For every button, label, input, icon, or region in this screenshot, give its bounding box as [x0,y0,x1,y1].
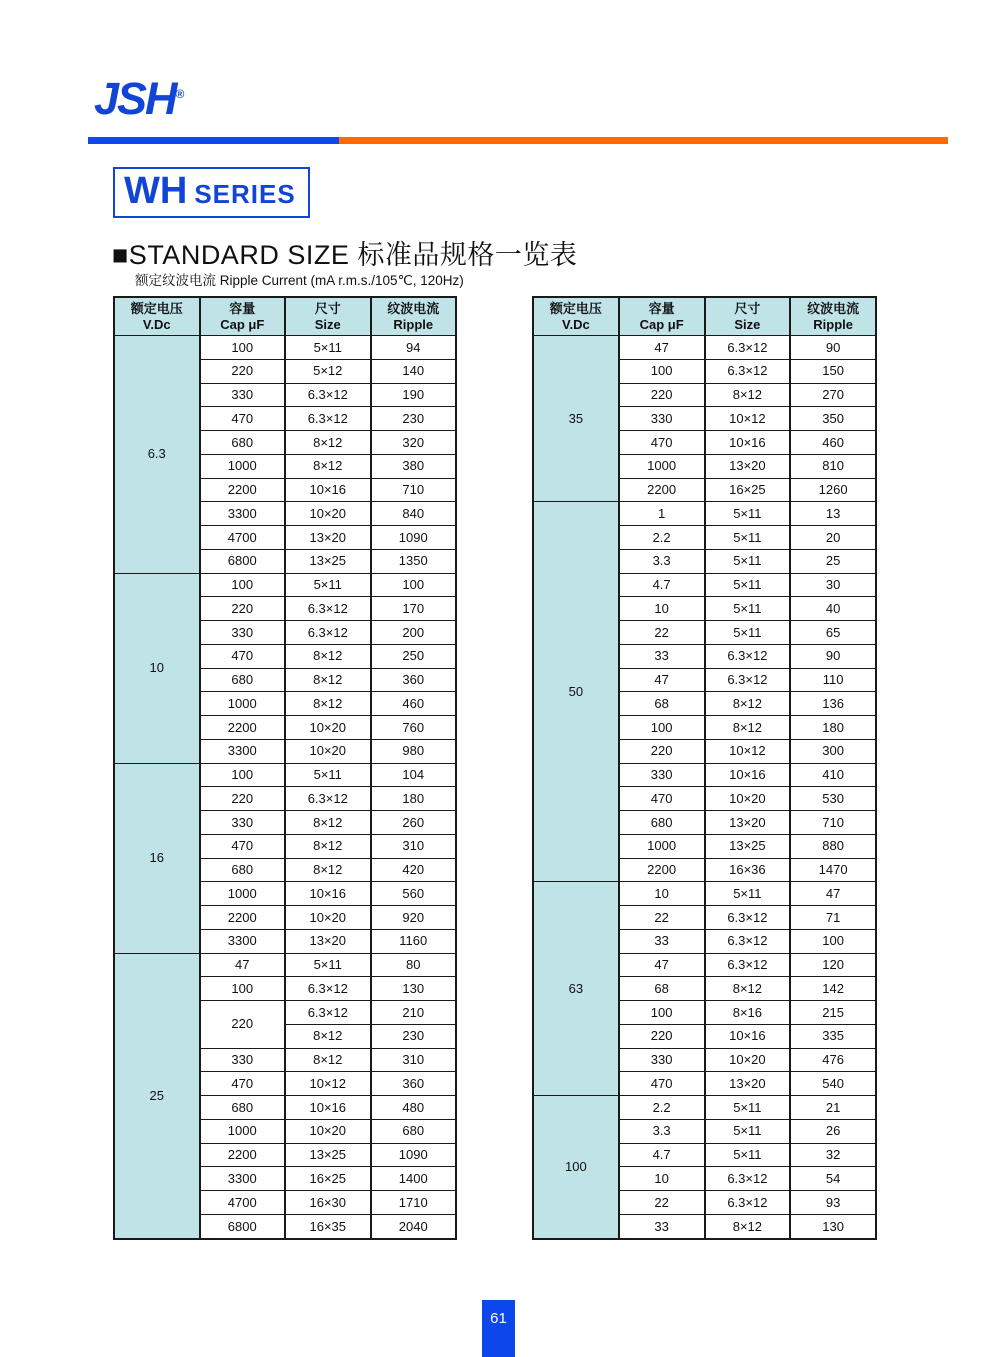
ripple-cell: 1260 [790,478,876,502]
ripple-cell: 100 [371,573,457,597]
capacitance-cell: 330 [200,383,286,407]
column-header-ripple: 纹波电流 Ripple [790,297,876,336]
series-title-box [113,167,310,218]
column-header-voltage: 额定电压 V.Dc [533,297,619,336]
capacitance-cell: 470 [200,407,286,431]
capacitance-cell: 470 [619,787,705,811]
voltage-cell: 50 [533,502,619,882]
capacitance-cell: 220 [619,739,705,763]
size-cell: 5×11 [705,1119,791,1143]
size-cell: 6.3×12 [705,644,791,668]
size-cell: 6.3×12 [285,621,371,645]
size-cell: 6.3×12 [705,906,791,930]
size-cell: 13×20 [705,1072,791,1096]
size-cell: 6.3×12 [285,597,371,621]
ripple-cell: 710 [790,811,876,835]
ripple-cell: 190 [371,383,457,407]
ripple-cell: 215 [790,1001,876,1025]
size-cell: 13×20 [705,811,791,835]
capacitance-cell: 100 [200,573,286,597]
ripple-cell: 230 [371,407,457,431]
ripple-cell: 680 [371,1119,457,1143]
ripple-cell: 810 [790,454,876,478]
series-title-main: WH [124,170,188,212]
capacitance-cell: 100 [619,359,705,383]
size-cell: 10×12 [705,407,791,431]
series-title-sub: SERIES [194,179,296,209]
capacitance-cell: 330 [619,763,705,787]
ripple-cell: 180 [790,716,876,740]
capacitance-cell: 330 [200,1048,286,1072]
size-cell: 8×12 [705,383,791,407]
ripple-cell: 130 [371,977,457,1001]
table-row [533,336,876,360]
capacitance-cell: 10 [619,882,705,906]
size-cell: 8×12 [705,716,791,740]
size-cell: 6.3×12 [705,1191,791,1215]
size-cell: 10×16 [705,431,791,455]
capacitance-cell: 100 [619,716,705,740]
ripple-cell: 410 [790,763,876,787]
size-cell: 10×20 [285,502,371,526]
ripple-cell: 130 [790,1214,876,1239]
capacitance-cell: 100 [619,1001,705,1025]
ripple-cell: 540 [790,1072,876,1096]
table-row [533,502,876,526]
ripple-cell: 260 [371,811,457,835]
size-cell: 5×11 [705,526,791,550]
capacitance-cell: 470 [619,1072,705,1096]
ripple-cell: 1350 [371,549,457,573]
ripple-cell: 90 [790,336,876,360]
size-cell: 8×12 [705,1214,791,1239]
size-cell: 6.3×12 [285,383,371,407]
capacitance-cell: 4.7 [619,1143,705,1167]
size-cell: 13×25 [285,549,371,573]
ripple-cell: 93 [790,1191,876,1215]
capacitance-cell: 470 [619,431,705,455]
ripple-cell: 32 [790,1143,876,1167]
capacitance-cell: 2200 [200,1143,286,1167]
capacitance-cell: 3300 [200,929,286,953]
size-cell: 8×12 [285,454,371,478]
column-header-ripple: 纹波电流 Ripple [371,297,457,336]
size-cell: 8×12 [285,858,371,882]
size-cell: 8×12 [285,1024,371,1048]
capacitance-cell: 470 [200,1072,286,1096]
capacitance-cell: 100 [200,336,286,360]
capacitance-cell: 2.2 [619,526,705,550]
ripple-cell: 1470 [790,858,876,882]
voltage-cell: 16 [114,763,200,953]
ripple-cell: 380 [371,454,457,478]
capacitance-cell: 6800 [200,549,286,573]
column-header-cap: 容量 Cap μF [200,297,286,336]
ripple-cell: 1090 [371,1143,457,1167]
size-cell: 6.3×12 [285,1001,371,1025]
capacitance-cell: 3300 [200,502,286,526]
divider-orange-segment [339,137,948,144]
ripple-cell: 2040 [371,1214,457,1239]
capacitance-cell: 680 [200,1096,286,1120]
capacitance-cell: 47 [619,336,705,360]
size-cell: 8×12 [285,668,371,692]
capacitance-cell: 330 [619,407,705,431]
ripple-cell: 335 [790,1024,876,1048]
ripple-cell: 94 [371,336,457,360]
ripple-cell: 350 [790,407,876,431]
size-cell: 10×12 [285,1072,371,1096]
capacitance-cell: 4700 [200,1191,286,1215]
standard-size-table-left [113,296,457,1240]
size-cell: 13×25 [285,1143,371,1167]
header-row [533,297,876,336]
ripple-cell: 480 [371,1096,457,1120]
column-header-voltage: 额定电压 V.Dc [114,297,200,336]
capacitance-cell: 10 [619,1167,705,1191]
size-cell: 6.3×12 [705,953,791,977]
ripple-cell: 310 [371,834,457,858]
capacitance-cell: 100 [200,763,286,787]
size-cell: 5×11 [705,549,791,573]
capacitance-cell: 22 [619,621,705,645]
size-cell: 5×11 [705,1096,791,1120]
page-title: ■STANDARD SIZE 标准品规格一览表 [112,240,578,270]
ripple-cell: 80 [371,953,457,977]
ripple-cell: 1160 [371,929,457,953]
ripple-cell: 71 [790,906,876,930]
capacitance-cell: 220 [200,597,286,621]
capacitance-cell: 4700 [200,526,286,550]
ripple-current-note: 额定纹波电流 Ripple Current (mA r.m.s./105℃, 120Hz) [135,273,464,288]
size-cell: 5×11 [285,953,371,977]
size-cell: 10×20 [285,716,371,740]
capacitance-cell: 6800 [200,1214,286,1239]
page-number: 61 [490,1310,507,1327]
size-cell: 6.3×12 [285,407,371,431]
ripple-cell: 21 [790,1096,876,1120]
ripple-cell: 110 [790,668,876,692]
ripple-cell: 90 [790,644,876,668]
table-row [114,573,456,597]
ripple-cell: 250 [371,644,457,668]
ripple-cell: 320 [371,431,457,455]
size-cell: 16×25 [285,1167,371,1191]
capacitance-cell: 3.3 [619,1119,705,1143]
capacitance-cell: 3300 [200,1167,286,1191]
size-cell: 10×16 [285,882,371,906]
page-number-badge [482,1300,515,1357]
table-row [533,1096,876,1120]
ripple-cell: 54 [790,1167,876,1191]
size-cell: 10×16 [285,478,371,502]
ripple-cell: 460 [790,431,876,455]
capacitance-cell: 47 [200,953,286,977]
column-header-size: 尺寸 Size [705,297,791,336]
ripple-cell: 140 [371,359,457,383]
voltage-cell: 6.3 [114,336,200,574]
ripple-cell: 100 [790,929,876,953]
size-cell: 5×11 [705,1143,791,1167]
capacitance-cell: 220 [200,787,286,811]
capacitance-cell: 470 [200,834,286,858]
capacitance-cell: 470 [200,644,286,668]
capacitance-cell: 33 [619,644,705,668]
size-cell: 5×11 [285,336,371,360]
size-cell: 5×11 [705,621,791,645]
size-cell: 6.3×12 [285,977,371,1001]
ripple-cell: 360 [371,668,457,692]
ripple-cell: 840 [371,502,457,526]
capacitance-cell: 330 [200,621,286,645]
size-cell: 6.3×12 [705,336,791,360]
ripple-cell: 65 [790,621,876,645]
table-row [114,953,456,977]
capacitance-cell: 220 [619,1024,705,1048]
size-cell: 10×20 [705,787,791,811]
size-cell: 10×16 [705,1024,791,1048]
capacitance-cell: 33 [619,1214,705,1239]
size-cell: 5×11 [705,597,791,621]
ripple-cell: 25 [790,549,876,573]
ripple-cell: 30 [790,573,876,597]
capacitance-cell: 33 [619,929,705,953]
size-cell: 10×12 [705,739,791,763]
size-cell: 8×12 [285,431,371,455]
ripple-cell: 200 [371,621,457,645]
size-cell: 5×12 [285,359,371,383]
capacitance-cell: 2200 [200,906,286,930]
ripple-cell: 150 [790,359,876,383]
capacitance-cell: 4.7 [619,573,705,597]
registered-trademark-symbol: ® [175,87,185,101]
size-cell: 6.3×12 [705,668,791,692]
capacitance-cell: 10 [619,597,705,621]
capacitance-cell: 2200 [619,858,705,882]
capacitance-cell: 1000 [200,454,286,478]
ripple-cell: 270 [790,383,876,407]
size-cell: 8×12 [285,811,371,835]
ripple-cell: 1090 [371,526,457,550]
capacitance-cell: 680 [200,431,286,455]
size-cell: 6.3×12 [705,1167,791,1191]
ripple-cell: 420 [371,858,457,882]
ripple-cell: 300 [790,739,876,763]
capacitance-cell: 22 [619,1191,705,1215]
ripple-cell: 26 [790,1119,876,1143]
size-cell: 13×20 [285,929,371,953]
table-row [114,763,456,787]
table-row [114,336,456,360]
capacitance-cell: 47 [619,668,705,692]
size-cell: 10×20 [705,1048,791,1072]
ripple-cell: 360 [371,1072,457,1096]
capacitance-cell: 1000 [619,454,705,478]
voltage-cell: 10 [114,573,200,763]
size-cell: 8×12 [705,692,791,716]
size-cell: 6.3×12 [705,929,791,953]
ripple-cell: 142 [790,977,876,1001]
ripple-cell: 560 [371,882,457,906]
size-cell: 8×16 [705,1001,791,1025]
capacitance-cell: 220 [200,1001,286,1049]
ripple-cell: 760 [371,716,457,740]
ripple-cell: 230 [371,1024,457,1048]
capacitance-cell: 47 [619,953,705,977]
table-row [533,882,876,906]
ripple-cell: 880 [790,834,876,858]
capacitance-cell: 22 [619,906,705,930]
ripple-cell: 180 [371,787,457,811]
capacitance-cell: 680 [619,811,705,835]
capacitance-cell: 100 [200,977,286,1001]
capacitance-cell: 68 [619,692,705,716]
size-cell: 16×30 [285,1191,371,1215]
voltage-cell: 25 [114,953,200,1239]
ripple-cell: 1710 [371,1191,457,1215]
capacitance-cell: 330 [200,811,286,835]
voltage-cell: 63 [533,882,619,1096]
ripple-cell: 40 [790,597,876,621]
ripple-cell: 170 [371,597,457,621]
ripple-cell: 980 [371,739,457,763]
size-cell: 8×12 [285,834,371,858]
ripple-cell: 310 [371,1048,457,1072]
capacitance-cell: 330 [619,1048,705,1072]
size-cell: 5×11 [705,573,791,597]
size-cell: 10×20 [285,1119,371,1143]
size-cell: 8×12 [285,644,371,668]
capacitance-cell: 68 [619,977,705,1001]
size-cell: 10×16 [285,1096,371,1120]
size-cell: 8×12 [285,1048,371,1072]
ripple-cell: 47 [790,882,876,906]
capacitance-cell: 2.2 [619,1096,705,1120]
size-cell: 16×36 [705,858,791,882]
ripple-cell: 710 [371,478,457,502]
column-header-cap: 容量 Cap μF [619,297,705,336]
capacitance-cell: 3300 [200,739,286,763]
size-cell: 5×11 [705,502,791,526]
ripple-cell: 13 [790,502,876,526]
capacitance-cell: 1 [619,502,705,526]
size-cell: 16×35 [285,1214,371,1239]
size-cell: 5×11 [285,763,371,787]
size-cell: 8×12 [285,692,371,716]
ripple-cell: 210 [371,1001,457,1025]
size-cell: 5×11 [705,882,791,906]
size-cell: 13×20 [705,454,791,478]
size-cell: 5×11 [285,573,371,597]
voltage-cell: 100 [533,1096,619,1240]
ripple-cell: 460 [371,692,457,716]
size-cell: 6.3×12 [285,787,371,811]
ripple-cell: 120 [790,953,876,977]
ripple-cell: 136 [790,692,876,716]
capacitance-cell: 2200 [200,716,286,740]
size-cell: 10×20 [285,906,371,930]
size-cell: 16×25 [705,478,791,502]
ripple-cell: 476 [790,1048,876,1072]
jsh-logo [94,73,185,124]
size-cell: 10×16 [705,763,791,787]
capacitance-cell: 220 [619,383,705,407]
size-cell: 8×12 [705,977,791,1001]
ripple-cell: 1400 [371,1167,457,1191]
size-cell: 13×25 [705,834,791,858]
voltage-cell: 35 [533,336,619,502]
ripple-cell: 530 [790,787,876,811]
size-cell: 10×20 [285,739,371,763]
capacitance-cell: 2200 [619,478,705,502]
capacitance-cell: 680 [200,668,286,692]
size-cell: 6.3×12 [705,359,791,383]
column-header-size: 尺寸 Size [285,297,371,336]
jsh-logo-text: JSH [94,73,176,124]
capacitance-cell: 2200 [200,478,286,502]
capacitance-cell: 1000 [619,834,705,858]
capacitance-cell: 680 [200,858,286,882]
capacitance-cell: 1000 [200,882,286,906]
header-row [114,297,456,336]
capacitance-cell: 3.3 [619,549,705,573]
divider-blue-segment [88,137,339,144]
ripple-cell: 920 [371,906,457,930]
ripple-cell: 20 [790,526,876,550]
standard-size-table-right [532,296,877,1240]
size-cell: 13×20 [285,526,371,550]
ripple-cell: 104 [371,763,457,787]
capacitance-cell: 220 [200,359,286,383]
capacitance-cell: 1000 [200,692,286,716]
header-divider-rule [88,137,948,144]
capacitance-cell: 1000 [200,1119,286,1143]
